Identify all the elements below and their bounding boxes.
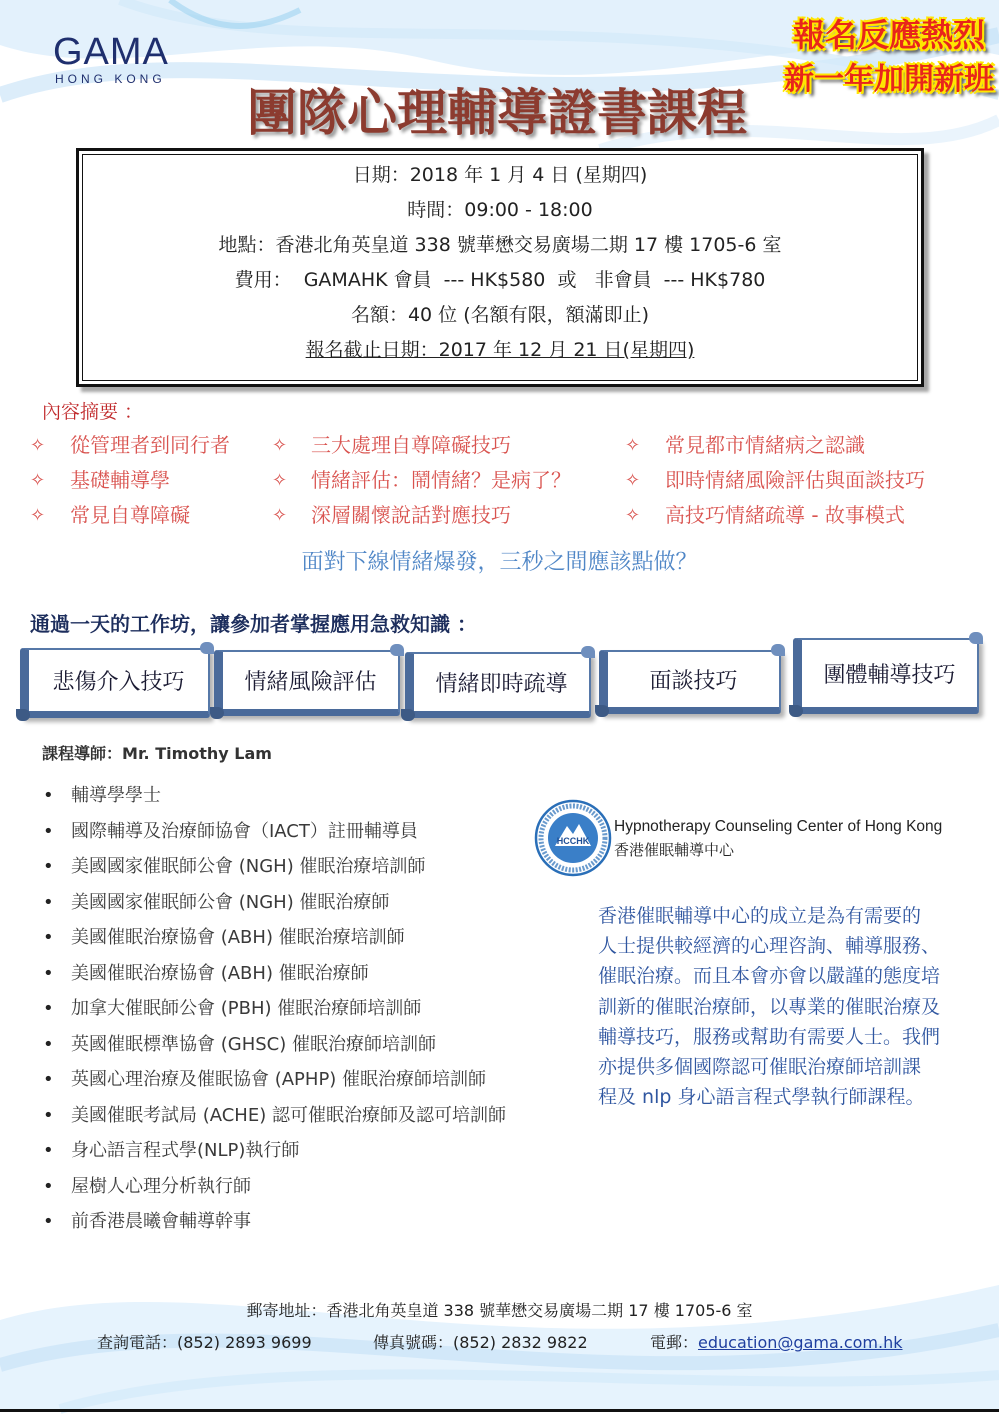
summary-item bbox=[625, 498, 925, 533]
list-item bbox=[40, 1098, 506, 1134]
bottom-rule bbox=[0, 1409, 999, 1412]
star-bullet-icon: ✧ bbox=[272, 470, 288, 491]
detail-date: 日期：2018 年 1 月 4 日 (星期四) bbox=[352, 164, 648, 186]
star-bullet-icon: ✧ bbox=[625, 470, 641, 491]
summary-item bbox=[625, 428, 925, 463]
description-line: 人士提供較經濟的心理咨詢、輔導服務、 bbox=[598, 935, 941, 958]
summary-item-text: 高技巧情緒疏導 - 故事模式 bbox=[665, 503, 905, 527]
center-name-en: Hypnotherapy Counseling Center of Hong Kong bbox=[614, 818, 943, 835]
bullet-icon: • bbox=[43, 1033, 54, 1055]
summary-column-1 bbox=[30, 428, 230, 533]
summary-item bbox=[30, 498, 230, 533]
instructor-heading bbox=[42, 743, 272, 765]
star-bullet-icon: ✧ bbox=[30, 505, 46, 526]
skill-banner-relief: 情緒即時疏導 bbox=[405, 652, 591, 718]
center-name-zh: 香港催眠輔導中心 bbox=[614, 841, 735, 859]
bullet-icon: • bbox=[43, 1069, 54, 1090]
credential-text: 國際輔導及治療師協會（IACT）註冊輔導員 bbox=[71, 820, 418, 842]
star-bullet-icon: ✧ bbox=[625, 435, 641, 456]
contact-phone: 查詢電話：(852) 2893 9699 bbox=[97, 1333, 312, 1352]
bullet-icon: • bbox=[43, 927, 54, 948]
mailing-address: 郵寄地址：香港北角英皇道 338 號華懋交易廣場二期 17 樓 1705-6 室 bbox=[246, 1301, 753, 1320]
list-item bbox=[40, 991, 506, 1027]
credential-list bbox=[40, 778, 506, 1240]
list-item bbox=[40, 1204, 506, 1240]
summary-item bbox=[272, 428, 571, 463]
list-item bbox=[40, 849, 506, 885]
credential-text: 加拿大催眠師公會 (PBH) 催眠治療師培訓師 bbox=[71, 998, 422, 1019]
summary-heading: 內容摘要 ： bbox=[42, 401, 144, 423]
credential-text: 美國國家催眠師公會 (NGH) 催眠治療師 bbox=[71, 891, 390, 913]
page-title: 團隊心理輔導證書課程 bbox=[247, 84, 747, 142]
description-line: 香港催眠輔導中心的成立是為有需要的 bbox=[598, 905, 922, 927]
bullet-icon: • bbox=[43, 785, 54, 806]
gama-logo bbox=[53, 32, 175, 86]
hcchk-logo bbox=[533, 798, 613, 878]
bullet-icon: • bbox=[43, 1211, 54, 1232]
summary-item bbox=[30, 463, 230, 498]
list-item bbox=[40, 1062, 506, 1098]
description-line: 亦提供多個國際認可催眠治療師培訓課 bbox=[598, 1056, 922, 1079]
workshop-intro: 通過一天的工作坊，讓參加者掌握應用急救知識 ： bbox=[30, 612, 477, 636]
credential-text: 美國催眠治療協會 (ABH) 催眠治療師 bbox=[71, 962, 369, 984]
skill-banner-interview: 面談技巧 bbox=[599, 650, 781, 714]
description-line: 程及 nlp 身心語言程式學執行師課程。 bbox=[598, 1086, 925, 1109]
detail-venue: 地點：香港北角英皇道 338 號華懋交易廣場二期 17 樓 1705-6 室 bbox=[218, 234, 782, 256]
list-item bbox=[40, 956, 506, 992]
bullet-icon: • bbox=[43, 891, 54, 913]
instructor-name: Mr. Timothy Lam bbox=[122, 744, 272, 763]
slogan: 面對下線情緒爆發，三秒之間應該點做？ bbox=[301, 550, 698, 575]
center-description bbox=[598, 901, 940, 1112]
list-item bbox=[40, 920, 506, 956]
detail-time: 時間：09:00 - 18:00 bbox=[407, 199, 593, 221]
credential-text: 英國心理治療及催眠協會 (APHP) 催眠治療師培訓師 bbox=[71, 1069, 487, 1090]
contact-email bbox=[650, 1332, 903, 1354]
credential-text: 輔導學學士 bbox=[71, 785, 161, 806]
credential-text: 美國催眠考試局 (ACHE) 認可催眠治療師及認可培訓師 bbox=[71, 1104, 506, 1126]
bullet-icon: • bbox=[43, 1140, 54, 1161]
summary-item bbox=[272, 463, 571, 498]
hcchk-logo-text: HCCHK bbox=[556, 836, 590, 846]
list-item bbox=[40, 814, 506, 850]
email-link[interactable]: education@gama.com.hk bbox=[698, 1333, 903, 1352]
summary-item-text: 從管理者到同行者 bbox=[70, 433, 230, 457]
email-label: 電郵： bbox=[650, 1333, 699, 1352]
credential-text: 英國催眠標準協會 (GHSC) 催眠治療師培訓師 bbox=[71, 1033, 436, 1055]
credential-text: 美國催眠治療協會 (ABH) 催眠治療培訓師 bbox=[71, 927, 405, 948]
summary-column-3 bbox=[625, 428, 925, 533]
summary-item bbox=[625, 463, 925, 498]
detail-fee: 費用： GAMAHK 會員 --- HK$580 或 非會員 --- HK$780 bbox=[234, 269, 766, 291]
list-item bbox=[40, 885, 506, 921]
logo-region: HONG KONG bbox=[55, 72, 166, 86]
bullet-icon: • bbox=[43, 1175, 54, 1197]
summary-item-text: 常見自尊障礙 bbox=[70, 503, 190, 527]
description-line: 訓新的催眠治療師，以專業的催眠治療及 bbox=[598, 995, 941, 1018]
bullet-icon: • bbox=[43, 998, 54, 1019]
list-item bbox=[40, 1027, 506, 1063]
star-bullet-icon: ✧ bbox=[30, 435, 46, 456]
summary-item-text: 基礎輔導學 bbox=[70, 468, 170, 492]
skill-banner-group: 團體輔導技巧 bbox=[793, 638, 979, 714]
summary-item-text: 三大處理自尊障礙技巧 bbox=[311, 433, 511, 457]
detail-deadline: 報名截止日期：2017 年 12 月 21 日(星期四) bbox=[305, 339, 695, 361]
credential-text: 屋樹人心理分析執行師 bbox=[71, 1175, 251, 1197]
list-item bbox=[40, 778, 506, 814]
star-bullet-icon: ✧ bbox=[30, 470, 46, 491]
summary-item bbox=[272, 498, 571, 533]
course-details-box bbox=[76, 148, 924, 387]
detail-quota: 名額：40 位 (名額有限，額滿即止) bbox=[350, 304, 650, 326]
description-line: 輔導技巧，服務或幫助有需要人士。我們 bbox=[598, 1025, 941, 1048]
bullet-icon: • bbox=[43, 962, 54, 984]
credential-text: 美國國家催眠師公會 (NGH) 催眠治療培訓師 bbox=[71, 856, 426, 877]
credential-text: 前香港晨曦會輔導幹事 bbox=[71, 1211, 251, 1232]
promo-line-1: 報名反應熱烈 bbox=[792, 16, 985, 54]
contact-fax: 傳真號碼：(852) 2832 9822 bbox=[373, 1333, 588, 1352]
skill-banner-risk: 情緒風險評估 bbox=[214, 650, 400, 716]
list-item bbox=[40, 1169, 506, 1205]
summary-item-text: 即時情緒風險評估與面談技巧 bbox=[665, 468, 925, 492]
summary-item-text: 情緒評估：鬧情緒？是病了？ bbox=[311, 468, 571, 492]
list-item bbox=[40, 1133, 506, 1169]
star-bullet-icon: ✧ bbox=[272, 435, 288, 456]
star-bullet-icon: ✧ bbox=[625, 505, 641, 526]
summary-column-2 bbox=[272, 428, 571, 533]
promo-line-2: 新一年加開新班 bbox=[784, 62, 994, 97]
star-bullet-icon: ✧ bbox=[272, 505, 288, 526]
logo-brand: GAMA bbox=[53, 31, 169, 73]
bullet-icon: • bbox=[43, 1104, 54, 1126]
summary-item-text: 常見都市情緒病之認識 bbox=[665, 433, 865, 457]
skill-banner-grief: 悲傷介入技巧 bbox=[20, 648, 210, 718]
credential-text: 身心語言程式學(NLP)執行師 bbox=[71, 1140, 300, 1161]
summary-item-text: 深層關懷說話對應技巧 bbox=[311, 503, 511, 527]
bullet-icon: • bbox=[43, 856, 54, 877]
description-line: 催眠治療。而且本會亦會以嚴謹的態度培 bbox=[598, 965, 941, 988]
instructor-label: 課程導師： bbox=[42, 744, 123, 763]
summary-item bbox=[30, 428, 230, 463]
bullet-icon: • bbox=[43, 820, 54, 842]
